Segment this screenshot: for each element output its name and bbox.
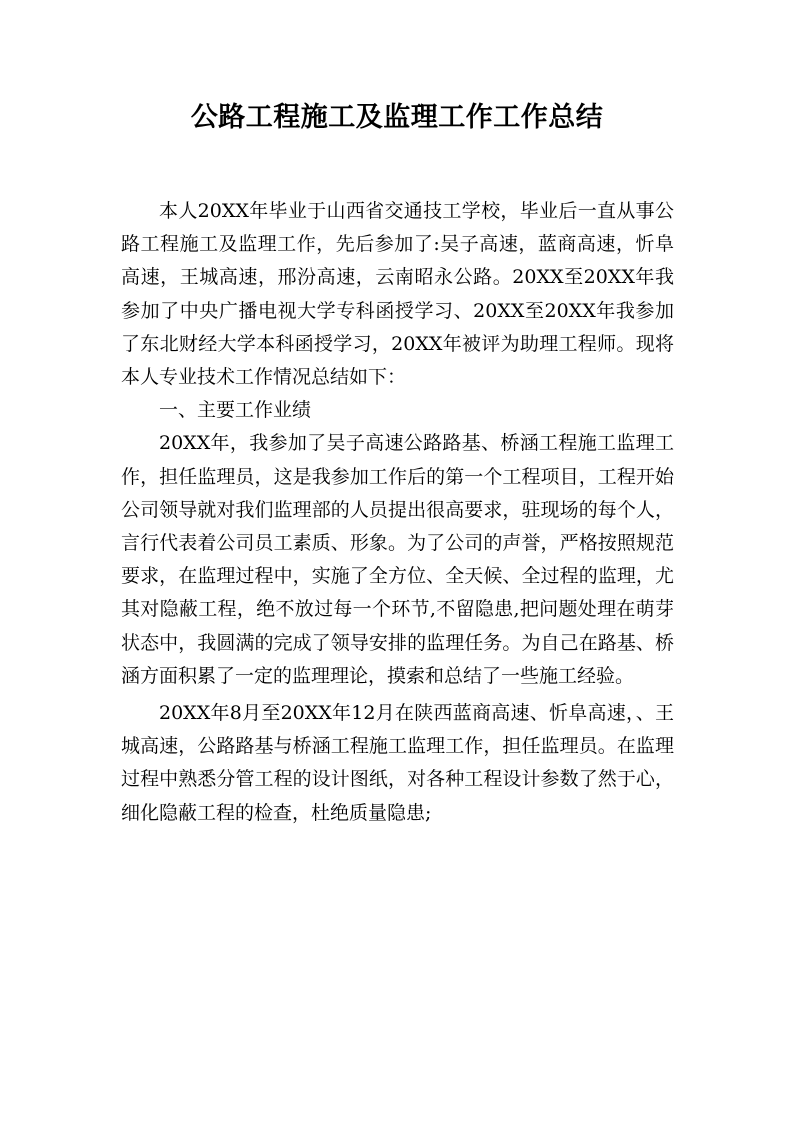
paragraph-intro: 本人20XX年毕业于山西省交通技工学校，毕业后一直从事公路工程施工及监理工作，先后参加了:吴子高速，蓝商高速，忻阜高速，王城高速，邢汾高速，云南昭永公路。20XX至20XX年我参加了中央广播电视大学专科函授学习、20XX至20XX年我参加了东北财经大学本科函授学习，20XX年被评为助理工程师。现将本人专业技术工作情况总结如下： [121,200,674,389]
paragraph-lanshang-highway: 20XX年8月至20XX年12月在陕西蓝商高速、忻阜高速，、王城高速，公路路基与桥涵工程施工监理工作，担任监理员。在监理过程中熟悉分管工程的设计图纸，对各种工程设计参数了然于心，细化隐蔽工程的检查，杜绝质量隐患; [121,702,674,824]
section-heading-main-achievements: 一、主要工作业绩 [159,399,312,422]
document-title: 公路工程施工及监理工作工作总结 [190,102,604,133]
document-body [121,195,674,830]
paragraph-wuzi-highway: 20XX年，我参加了吴子高速公路路基、桥涵工程施工监理工作，担任监理员，这是我参加工作后的第一个工程项目，工程开始公司领导就对我们监理部的人员提出很高要求，驻现场的每个人，言行代表着公司员工素质、形象。为了公司的声誉，严格按照规范要求，在监理过程中，实施了全方位、全天候、全过程的监理，尤其对隐蔽工程，绝不放过每一个环节,不留隐患,把问题处理在萌芽状态中，我圆满的完成了领导安排的监理任务。为自己在路基、桥涵方面积累了一定的监理理论，摸索和总结了一些施工经验。 [121,432,674,687]
